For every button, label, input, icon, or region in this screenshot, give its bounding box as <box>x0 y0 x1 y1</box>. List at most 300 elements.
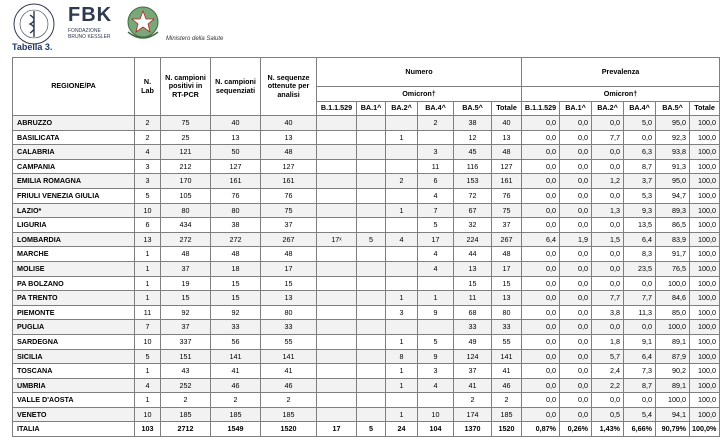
ministry-caption: Ministero della Salute <box>166 36 224 42</box>
numero-cell <box>317 145 357 160</box>
positivi-cell: 121 <box>161 145 211 160</box>
numero-cell: 7 <box>418 203 454 218</box>
numero-cell: 67 <box>454 203 492 218</box>
lab-count-cell: 11 <box>135 305 161 320</box>
prevalenza-cell: 100,0 <box>690 130 720 145</box>
col-header-sequenziati: N. campioni sequenziati <box>211 58 261 116</box>
numero-cell: 161 <box>492 174 522 189</box>
numero-cell: 3 <box>418 145 454 160</box>
prevalenza-cell: 100,0 <box>690 393 720 408</box>
table-row <box>13 422 720 437</box>
prevalenza-cell: 5,7 <box>592 349 624 364</box>
table-row <box>13 407 720 422</box>
prevalenza-cell: 1,5 <box>592 232 624 247</box>
prevalenza-cell: 0,0 <box>624 393 656 408</box>
numero-cell <box>317 364 357 379</box>
prevalenza-cell: 0,0 <box>592 247 624 262</box>
prevalenza-cell: 0,0 <box>560 116 592 131</box>
sequenze-cell: 267 <box>261 232 317 247</box>
table-row <box>13 349 720 364</box>
region-cell: ABRUZZO <box>13 116 135 131</box>
prevalenza-cell: 0,0 <box>522 291 560 306</box>
numero-cell: 4 <box>386 232 418 247</box>
sequenziati-cell: 272 <box>211 232 261 247</box>
sequenze-cell: 161 <box>261 174 317 189</box>
prevalenza-cell: 0,0 <box>560 276 592 291</box>
positivi-cell: 80 <box>161 203 211 218</box>
iss-logo-graphic <box>4 2 64 46</box>
numero-cell: 124 <box>454 349 492 364</box>
prevalenza-cell: 7,7 <box>592 130 624 145</box>
prevalenza-cell: 1,43% <box>592 422 624 437</box>
prevalenza-cell: 8,3 <box>624 247 656 262</box>
sequenze-cell: 76 <box>261 188 317 203</box>
prevalenza-cell: 9,3 <box>624 203 656 218</box>
col-group-prevalenza: Prevalenza <box>522 58 720 87</box>
numero-cell <box>317 188 357 203</box>
numero-cell: 1 <box>386 407 418 422</box>
prevalenza-cell: 100,0% <box>690 422 720 437</box>
numero-cell: 116 <box>454 159 492 174</box>
table-row <box>13 393 720 408</box>
numero-cell: 68 <box>454 305 492 320</box>
region-cell: LIGURIA <box>13 218 135 233</box>
prevalenza-cell: 95,0 <box>656 174 690 189</box>
col-header-lab: N. Lab <box>135 58 161 116</box>
prevalenza-cell: 0,0 <box>522 393 560 408</box>
prevalenza-cell: 9,1 <box>624 334 656 349</box>
numero-cell <box>386 320 418 335</box>
table-row <box>13 188 720 203</box>
numero-cell: 3 <box>418 364 454 379</box>
prevalenza-cell: 100,0 <box>690 218 720 233</box>
numero-cell <box>317 276 357 291</box>
numero-cell: 40 <box>492 116 522 131</box>
prevalenza-cell: 1,3 <box>592 203 624 218</box>
numero-cell: 2 <box>418 116 454 131</box>
positivi-cell: 337 <box>161 334 211 349</box>
numero-cell: 48 <box>492 247 522 262</box>
region-cell: SICILIA <box>13 349 135 364</box>
prevalenza-cell: 0,0 <box>522 378 560 393</box>
positivi-cell: 170 <box>161 174 211 189</box>
numero-cell: 41 <box>492 364 522 379</box>
sequenziati-cell: 48 <box>211 247 261 262</box>
lab-count-cell: 6 <box>135 218 161 233</box>
numero-cell: 37 <box>492 218 522 233</box>
region-cell: PIEMONTE <box>13 305 135 320</box>
prevalenza-cell: 95,0 <box>656 116 690 131</box>
lab-count-cell: 10 <box>135 203 161 218</box>
sequenze-cell: 13 <box>261 130 317 145</box>
prevalenza-cell: 1,2 <box>592 174 624 189</box>
numero-cell: 44 <box>454 247 492 262</box>
sequenziati-cell: 33 <box>211 320 261 335</box>
prevalenza-cell: 87,9 <box>656 349 690 364</box>
numero-cell: 104 <box>418 422 454 437</box>
col-header-variant: BA.1^ <box>357 102 386 116</box>
sequenze-cell: 75 <box>261 203 317 218</box>
prevalenza-cell: 0,0 <box>522 116 560 131</box>
prevalenza-cell: 100,0 <box>690 291 720 306</box>
numero-cell <box>386 188 418 203</box>
table-row <box>13 305 720 320</box>
sequenze-cell: 41 <box>261 364 317 379</box>
numero-cell <box>357 378 386 393</box>
numero-cell: 76 <box>492 188 522 203</box>
prevalenza-cell: 83,9 <box>656 232 690 247</box>
numero-cell <box>357 291 386 306</box>
numero-cell: 33 <box>454 320 492 335</box>
region-cell: PA TRENTO <box>13 291 135 306</box>
region-cell: CAMPANIA <box>13 159 135 174</box>
numero-cell: 9 <box>418 305 454 320</box>
numero-cell <box>357 145 386 160</box>
numero-cell <box>317 218 357 233</box>
sequenziati-cell: 41 <box>211 364 261 379</box>
numero-cell: 224 <box>454 232 492 247</box>
prevalenza-cell: 11,3 <box>624 305 656 320</box>
sequenze-cell: 13 <box>261 291 317 306</box>
sequenziati-cell: 80 <box>211 203 261 218</box>
numero-cell: 4 <box>418 378 454 393</box>
prevalenza-cell: 0,0 <box>522 261 560 276</box>
lab-count-cell: 4 <box>135 145 161 160</box>
region-cell: LOMBARDIA <box>13 232 135 247</box>
prevalenza-cell: 0,0 <box>522 145 560 160</box>
prevalenza-cell: 2,4 <box>592 364 624 379</box>
prevalenza-cell: 0,0 <box>522 188 560 203</box>
prevalenza-cell: 0,0 <box>522 218 560 233</box>
table-row <box>13 364 720 379</box>
prevalenza-cell: 0,87% <box>522 422 560 437</box>
region-cell: ITALIA <box>13 422 135 437</box>
numero-cell <box>386 261 418 276</box>
lab-count-cell: 1 <box>135 261 161 276</box>
numero-cell <box>386 393 418 408</box>
lab-count-cell: 3 <box>135 159 161 174</box>
prevalenza-cell: 0,0 <box>592 145 624 160</box>
prevalenza-cell: 0,0 <box>592 116 624 131</box>
numero-cell: 17 <box>317 422 357 437</box>
lab-count-cell: 103 <box>135 422 161 437</box>
prevalenza-cell: 100,0 <box>690 407 720 422</box>
numero-cell: 17 <box>418 232 454 247</box>
numero-cell: 33 <box>492 320 522 335</box>
table-row <box>13 218 720 233</box>
prevalenza-cell: 0,0 <box>522 349 560 364</box>
prevalenza-cell: 0,0 <box>592 261 624 276</box>
region-cell: BASILICATA <box>13 130 135 145</box>
numero-cell: 11 <box>418 159 454 174</box>
numero-cell <box>357 305 386 320</box>
region-cell: TOSCANA <box>13 364 135 379</box>
region-cell: UMBRIA <box>13 378 135 393</box>
numero-cell <box>357 247 386 262</box>
sequenze-cell: 17 <box>261 261 317 276</box>
numero-cell <box>418 130 454 145</box>
prevalenza-cell: 0,0 <box>522 407 560 422</box>
numero-cell: 49 <box>454 334 492 349</box>
prevalenza-cell: 100,0 <box>690 378 720 393</box>
prevalenza-cell: 84,6 <box>656 291 690 306</box>
numero-cell: 2 <box>492 393 522 408</box>
iss-logo <box>4 2 64 46</box>
numero-cell <box>357 188 386 203</box>
prevalenza-cell: 91,7 <box>656 247 690 262</box>
numero-cell: 153 <box>454 174 492 189</box>
sequenze-cell: 40 <box>261 116 317 131</box>
lab-count-cell: 10 <box>135 407 161 422</box>
numero-cell: 1370 <box>454 422 492 437</box>
prevalenza-cell: 90,2 <box>656 364 690 379</box>
lab-count-cell: 1 <box>135 247 161 262</box>
numero-cell <box>357 349 386 364</box>
sequenziati-cell: 13 <box>211 130 261 145</box>
prevalenza-cell: 100,0 <box>656 320 690 335</box>
numero-cell: 41 <box>454 378 492 393</box>
numero-cell: 8 <box>386 349 418 364</box>
positivi-cell: 25 <box>161 130 211 145</box>
prevalenza-cell: 6,4 <box>624 349 656 364</box>
lab-count-cell: 1 <box>135 393 161 408</box>
numero-cell: 1 <box>386 364 418 379</box>
prevalenza-cell: 100,0 <box>690 320 720 335</box>
col-header-variant: BA.4^ <box>624 102 656 116</box>
numero-cell <box>317 393 357 408</box>
sequenziati-cell: 76 <box>211 188 261 203</box>
numero-cell <box>357 407 386 422</box>
table-row <box>13 378 720 393</box>
prevalenza-cell: 0,0 <box>592 159 624 174</box>
prevalenza-cell: 0,0 <box>560 320 592 335</box>
sequenze-cell: 127 <box>261 159 317 174</box>
numero-cell: 45 <box>454 145 492 160</box>
fbk-logo <box>66 4 120 46</box>
prevalenza-cell: 0,0 <box>560 247 592 262</box>
numero-cell: 13 <box>492 130 522 145</box>
col-header-sequenze: N. sequenze ottenute per analisi <box>261 58 317 116</box>
table-body <box>13 116 720 437</box>
region-cell: MARCHE <box>13 247 135 262</box>
fbk-logo-subtitle: FONDAZIONE <box>68 28 101 34</box>
lab-count-cell: 3 <box>135 174 161 189</box>
prevalenza-cell: 0,0 <box>624 130 656 145</box>
numero-cell: 267 <box>492 232 522 247</box>
positivi-cell: 37 <box>161 261 211 276</box>
positivi-cell: 43 <box>161 364 211 379</box>
prevalenza-cell: 8,7 <box>624 159 656 174</box>
col-header-variant: B.1.1.529 <box>522 102 560 116</box>
prevalenza-cell: 100,0 <box>690 261 720 276</box>
numero-cell: 80 <box>492 305 522 320</box>
prevalenza-cell: 100,0 <box>690 145 720 160</box>
prevalenza-cell: 0,0 <box>592 276 624 291</box>
numero-cell <box>317 407 357 422</box>
numero-cell <box>386 159 418 174</box>
fbk-logo-text: FBK <box>68 4 113 26</box>
prevalenza-cell: 93,8 <box>656 145 690 160</box>
prevalenza-cell: 89,1 <box>656 378 690 393</box>
sequenze-cell: 46 <box>261 378 317 393</box>
numero-cell <box>317 247 357 262</box>
numero-cell <box>357 174 386 189</box>
sequenze-cell: 80 <box>261 305 317 320</box>
numero-cell: 15 <box>492 276 522 291</box>
numero-cell <box>357 218 386 233</box>
prevalenza-cell: 100,0 <box>690 174 720 189</box>
col-header-variant: BA.4^ <box>418 102 454 116</box>
prevalenza-cell: 5,3 <box>624 188 656 203</box>
numero-cell <box>357 203 386 218</box>
table-row <box>13 291 720 306</box>
lab-count-cell: 2 <box>135 116 161 131</box>
prevalenza-cell: 100,0 <box>656 276 690 291</box>
prevalenza-cell: 6,4 <box>624 232 656 247</box>
numero-cell <box>357 393 386 408</box>
prevalenza-cell: 8,7 <box>624 378 656 393</box>
numero-cell: 37 <box>454 364 492 379</box>
prevalenza-cell: 100,0 <box>690 334 720 349</box>
sequenziati-cell: 141 <box>211 349 261 364</box>
prevalenza-cell: 7,7 <box>592 291 624 306</box>
prevalenza-cell: 100,0 <box>690 159 720 174</box>
prevalenza-cell: 94,7 <box>656 188 690 203</box>
sequenziati-cell: 38 <box>211 218 261 233</box>
prevalenza-cell: 0,0 <box>522 334 560 349</box>
lab-count-cell: 1 <box>135 364 161 379</box>
positivi-cell: 75 <box>161 116 211 131</box>
table-row <box>13 320 720 335</box>
page-header <box>0 0 696 52</box>
numero-cell <box>317 261 357 276</box>
numero-cell: 185 <box>492 407 522 422</box>
region-cell: LAZIO* <box>13 203 135 218</box>
table-row <box>13 247 720 262</box>
numero-cell <box>418 276 454 291</box>
col-header-variant: BA.2^ <box>592 102 624 116</box>
numero-cell <box>386 116 418 131</box>
prevalenza-cell: 0,0 <box>522 203 560 218</box>
numero-cell: 2 <box>454 393 492 408</box>
lab-count-cell: 1 <box>135 276 161 291</box>
prevalenza-cell: 0,0 <box>592 188 624 203</box>
sequenziati-cell: 185 <box>211 407 261 422</box>
numero-cell: 24 <box>386 422 418 437</box>
prevalenza-cell: 94,1 <box>656 407 690 422</box>
numero-cell: 72 <box>454 188 492 203</box>
prevalenza-cell: 0,0 <box>592 218 624 233</box>
table-row <box>13 174 720 189</box>
prevalenza-cell: 3,7 <box>624 174 656 189</box>
numero-cell: 1 <box>386 203 418 218</box>
numero-cell: 5 <box>357 422 386 437</box>
numero-cell <box>357 130 386 145</box>
sequenziati-cell: 46 <box>211 378 261 393</box>
numero-cell: 1520 <box>492 422 522 437</box>
positivi-cell: 37 <box>161 320 211 335</box>
prevalenza-cell: 0,0 <box>624 276 656 291</box>
prevalenza-cell: 0,0 <box>560 188 592 203</box>
prevalenza-cell: 1,9 <box>560 232 592 247</box>
prevalenza-cell: 0,0 <box>560 378 592 393</box>
numero-cell: 6 <box>418 174 454 189</box>
prevalenza-cell: 0,0 <box>560 291 592 306</box>
sequenze-cell: 2 <box>261 393 317 408</box>
prevalenza-cell: 0,0 <box>560 174 592 189</box>
region-cell: EMILIA ROMAGNA <box>13 174 135 189</box>
numero-cell: 11 <box>454 291 492 306</box>
table-row <box>13 145 720 160</box>
prevalenza-cell: 6,4 <box>522 232 560 247</box>
prevalenza-cell: 0,0 <box>522 320 560 335</box>
numero-cell <box>317 130 357 145</box>
numero-cell <box>357 261 386 276</box>
region-cell: FRIULI VENEZIA GIULIA <box>13 188 135 203</box>
prevalenza-cell: 0,0 <box>624 320 656 335</box>
italian-republic-emblem-icon <box>120 2 166 46</box>
numero-cell: 1 <box>386 130 418 145</box>
prevalenza-cell: 3,8 <box>592 305 624 320</box>
numero-cell: 2 <box>386 174 418 189</box>
prevalenza-cell: 0,5 <box>592 407 624 422</box>
table-row <box>13 203 720 218</box>
prevalenza-cell: 0,0 <box>560 334 592 349</box>
lab-count-cell: 5 <box>135 349 161 364</box>
numero-cell: 127 <box>492 159 522 174</box>
prevalenza-cell: 76,5 <box>656 261 690 276</box>
numero-cell <box>386 145 418 160</box>
numero-cell: 55 <box>492 334 522 349</box>
numero-cell: 4 <box>418 188 454 203</box>
prevalenza-cell: 0,0 <box>560 145 592 160</box>
numero-cell <box>418 393 454 408</box>
lab-count-cell: 2 <box>135 130 161 145</box>
numero-cell: 4 <box>418 261 454 276</box>
positivi-cell: 19 <box>161 276 211 291</box>
prevalenza-cell: 100,0 <box>690 232 720 247</box>
prevalenza-cell: 92,3 <box>656 130 690 145</box>
prevalenza-cell: 1,8 <box>592 334 624 349</box>
prevalenza-cell: 0,0 <box>560 305 592 320</box>
numero-cell: 38 <box>454 116 492 131</box>
numero-cell <box>317 159 357 174</box>
sequenziati-cell: 127 <box>211 159 261 174</box>
prevalenza-cell: 0,0 <box>560 218 592 233</box>
region-cell: MOLISE <box>13 261 135 276</box>
prevalenza-cell: 91,3 <box>656 159 690 174</box>
prevalenza-cell: 86,5 <box>656 218 690 233</box>
prevalenza-cell: 0,0 <box>560 261 592 276</box>
numero-cell: 13 <box>454 261 492 276</box>
sequenze-cell: 15 <box>261 276 317 291</box>
prevalenza-cell: 6,3 <box>624 145 656 160</box>
numero-cell: 13 <box>492 291 522 306</box>
col-header-variant: B.1.1.529 <box>317 102 357 116</box>
sequenziati-cell: 92 <box>211 305 261 320</box>
numero-cell <box>317 203 357 218</box>
table-row <box>13 334 720 349</box>
prevalenza-cell: 0,26% <box>560 422 592 437</box>
positivi-cell: 434 <box>161 218 211 233</box>
region-cell: VENETO <box>13 407 135 422</box>
prevalenza-cell: 2,2 <box>592 378 624 393</box>
col-group-numero: Numero <box>317 58 522 87</box>
sequenziati-cell: 56 <box>211 334 261 349</box>
col-header-variant: BA.1^ <box>560 102 592 116</box>
numero-cell <box>317 305 357 320</box>
region-cell: PUGLIA <box>13 320 135 335</box>
